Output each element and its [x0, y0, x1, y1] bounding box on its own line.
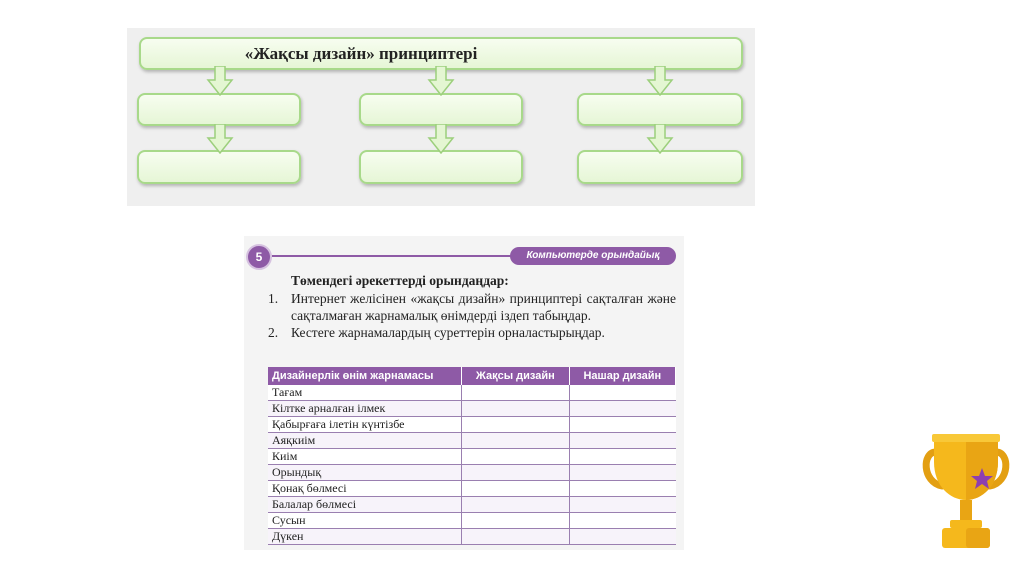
- table-cell: [462, 497, 570, 513]
- arrow-down-icon: [206, 66, 234, 96]
- step-number: 1.: [268, 291, 279, 306]
- arrow-down-icon: [646, 124, 674, 154]
- diagram-box-right-2: [577, 150, 743, 184]
- diagram-title: «Жақсы дизайн» принциптері: [244, 44, 478, 63]
- table-row: [268, 433, 676, 449]
- task-number-badge: 5: [246, 244, 272, 270]
- table-row: [268, 513, 676, 529]
- table-row: [268, 497, 676, 513]
- table-cell: [462, 385, 570, 401]
- table-cell: [462, 513, 570, 529]
- table-cell: [569, 417, 675, 433]
- table-cell: [569, 433, 675, 449]
- task-steps: [268, 290, 676, 341]
- diagram-box-left-1: [137, 93, 301, 126]
- row-label: Киім: [268, 449, 462, 465]
- table-cell: [569, 481, 675, 497]
- table-cell: [569, 449, 675, 465]
- table-row: [268, 529, 676, 545]
- task-card: [244, 236, 684, 550]
- computer-task-badge: Компьютерде орындайық: [510, 247, 676, 265]
- column-header: Нашар дизайн: [569, 367, 675, 385]
- table-cell: [462, 433, 570, 449]
- table-row: [268, 401, 676, 417]
- row-label: Дүкен: [268, 529, 462, 545]
- table-row: [268, 465, 676, 481]
- row-label: Аяқкиім: [268, 433, 462, 449]
- row-label: Қонақ бөлмесі: [268, 481, 462, 497]
- list-item: [268, 324, 676, 341]
- row-label: Кілтке арналған ілмек: [268, 401, 462, 417]
- step-text: Кестеге жарнамалардың суреттерін орналастырыңдар.: [291, 325, 605, 340]
- table-cell: [569, 401, 675, 417]
- diagram-box-left-2: [137, 150, 301, 184]
- table-cell: [462, 481, 570, 497]
- arrow-down-icon: [206, 124, 234, 154]
- table-cell: [462, 417, 570, 433]
- table-row: [268, 481, 676, 497]
- diagram-box-right-1: [577, 93, 743, 126]
- table-row: [268, 449, 676, 465]
- diagram-box-middle-2: [359, 150, 523, 184]
- row-label: Орындық: [268, 465, 462, 481]
- diagram-box-middle-1: [359, 93, 523, 126]
- table-cell: [569, 529, 675, 545]
- table-cell: [569, 513, 675, 529]
- list-item: [268, 290, 676, 324]
- table-row: [268, 385, 676, 401]
- table-cell: [569, 465, 675, 481]
- arrow-down-icon: [427, 124, 455, 154]
- table-header-row: [268, 367, 676, 385]
- column-header: Жақсы дизайн: [462, 367, 570, 385]
- principles-diagram: [127, 28, 755, 206]
- row-label: Сусын: [268, 513, 462, 529]
- table-row: [268, 417, 676, 433]
- row-label: Тағам: [268, 385, 462, 401]
- arrow-down-icon: [427, 66, 455, 96]
- step-number: 2.: [268, 325, 279, 340]
- table-cell: [462, 529, 570, 545]
- arrow-down-icon: [646, 66, 674, 96]
- column-header: Дизайнерлік өнім жарнамасы: [268, 367, 462, 385]
- step-text: Интернет желісінен «жақсы дизайн» принциптері сақталған және сақталмаған жарнамалық өнімдерді іздеп табыңдар.: [291, 291, 676, 323]
- design-table: [268, 367, 676, 545]
- table-cell: [462, 401, 570, 417]
- row-label: Қабырғаға ілетін күнтізбе: [268, 417, 462, 433]
- table-cell: [569, 497, 675, 513]
- trophy-icon: [920, 430, 1012, 556]
- table-cell: [462, 465, 570, 481]
- table-cell: [462, 449, 570, 465]
- task-intro: Төмендегі әрекеттерді орындаңдар:: [291, 273, 509, 288]
- row-label: Балалар бөлмесі: [268, 497, 462, 513]
- table-cell: [569, 385, 675, 401]
